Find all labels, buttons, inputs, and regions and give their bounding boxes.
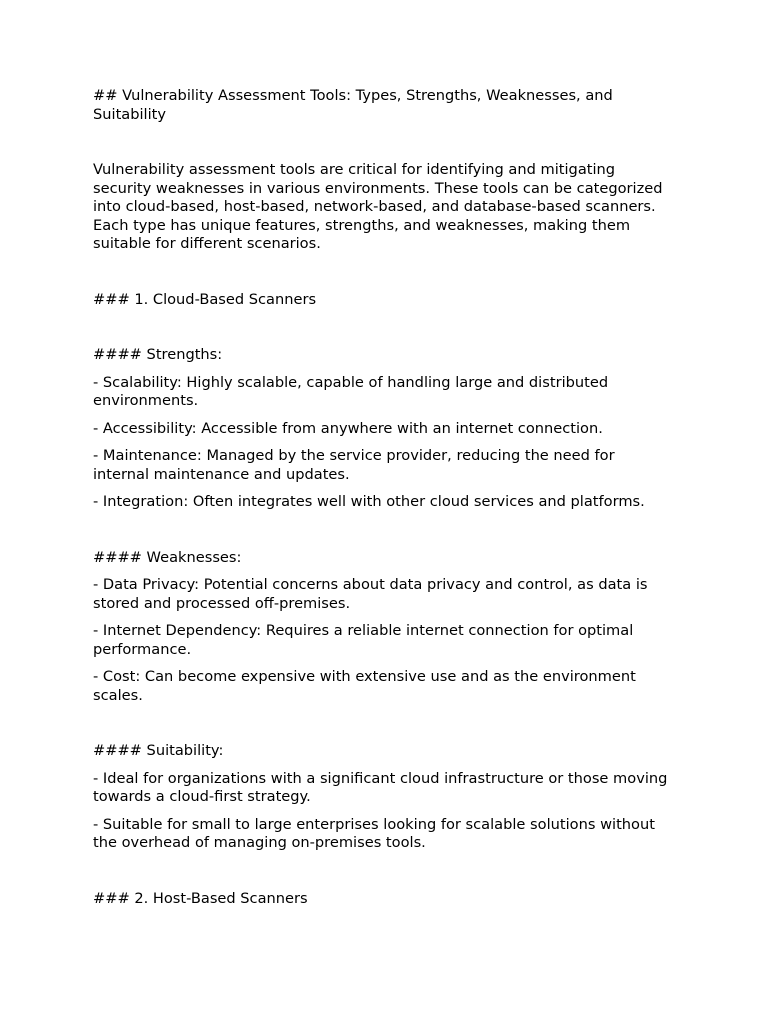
suitability-heading: #### Suitability:: [93, 742, 224, 759]
weakness-item-internet-dependency: - Internet Dependency: Requires a reliable internet connection for optimal performance.: [93, 622, 634, 658]
suitability-item-enterprises: - Suitable for small to large enterprises looking for scalable solutions without the overhead of managing on-premises tools.: [93, 815, 655, 851]
document-page: [93, 87, 673, 908]
suitability-item-cloud-first: - Ideal for organizations with a significant cloud infrastructure or those moving towards a cloud-first strategy.: [93, 769, 668, 805]
section-heading-cloud-based-scanners: ### 1. Cloud-Based Scanners: [93, 290, 317, 308]
weakness-item-data-privacy: - Data Privacy: Potential concerns about data privacy and control, as data is stored and processed off-premises.: [93, 576, 648, 612]
strength-item-accessibility: - Accessibility: Accessible from anywhere with an internet connection.: [93, 419, 603, 437]
strength-item-maintenance: - Maintenance: Managed by the service provider, reducing the need for internal maintenance and updates.: [93, 447, 615, 483]
strengths-heading: #### Strengths:: [93, 346, 223, 363]
weakness-item-cost: - Cost: Can become expensive with extensive use and as the environment scales.: [93, 668, 636, 704]
section-heading-host-based-scanners: ### 2. Host-Based Scanners: [93, 889, 308, 907]
strength-item-scalability: - Scalability: Highly scalable, capable of handling large and distributed environments.: [93, 373, 609, 409]
weaknesses-heading: #### Weaknesses:: [93, 548, 242, 566]
document-title: ## Vulnerability Assessment Tools: Types, Strengths, Weaknesses, and Suitability: [93, 87, 613, 123]
intro-paragraph: Vulnerability assessment tools are critical for identifying and mitigating security weaknesses in various environments. These tools can be categorized into cloud-based, host-based, network-based, and database-based scanners. Each type has unique features, strengths, and weaknesses, making them suitable for different scenarios.: [93, 161, 663, 252]
strength-item-integration: - Integration: Often integrates well with other cloud services and platforms.: [93, 493, 645, 510]
